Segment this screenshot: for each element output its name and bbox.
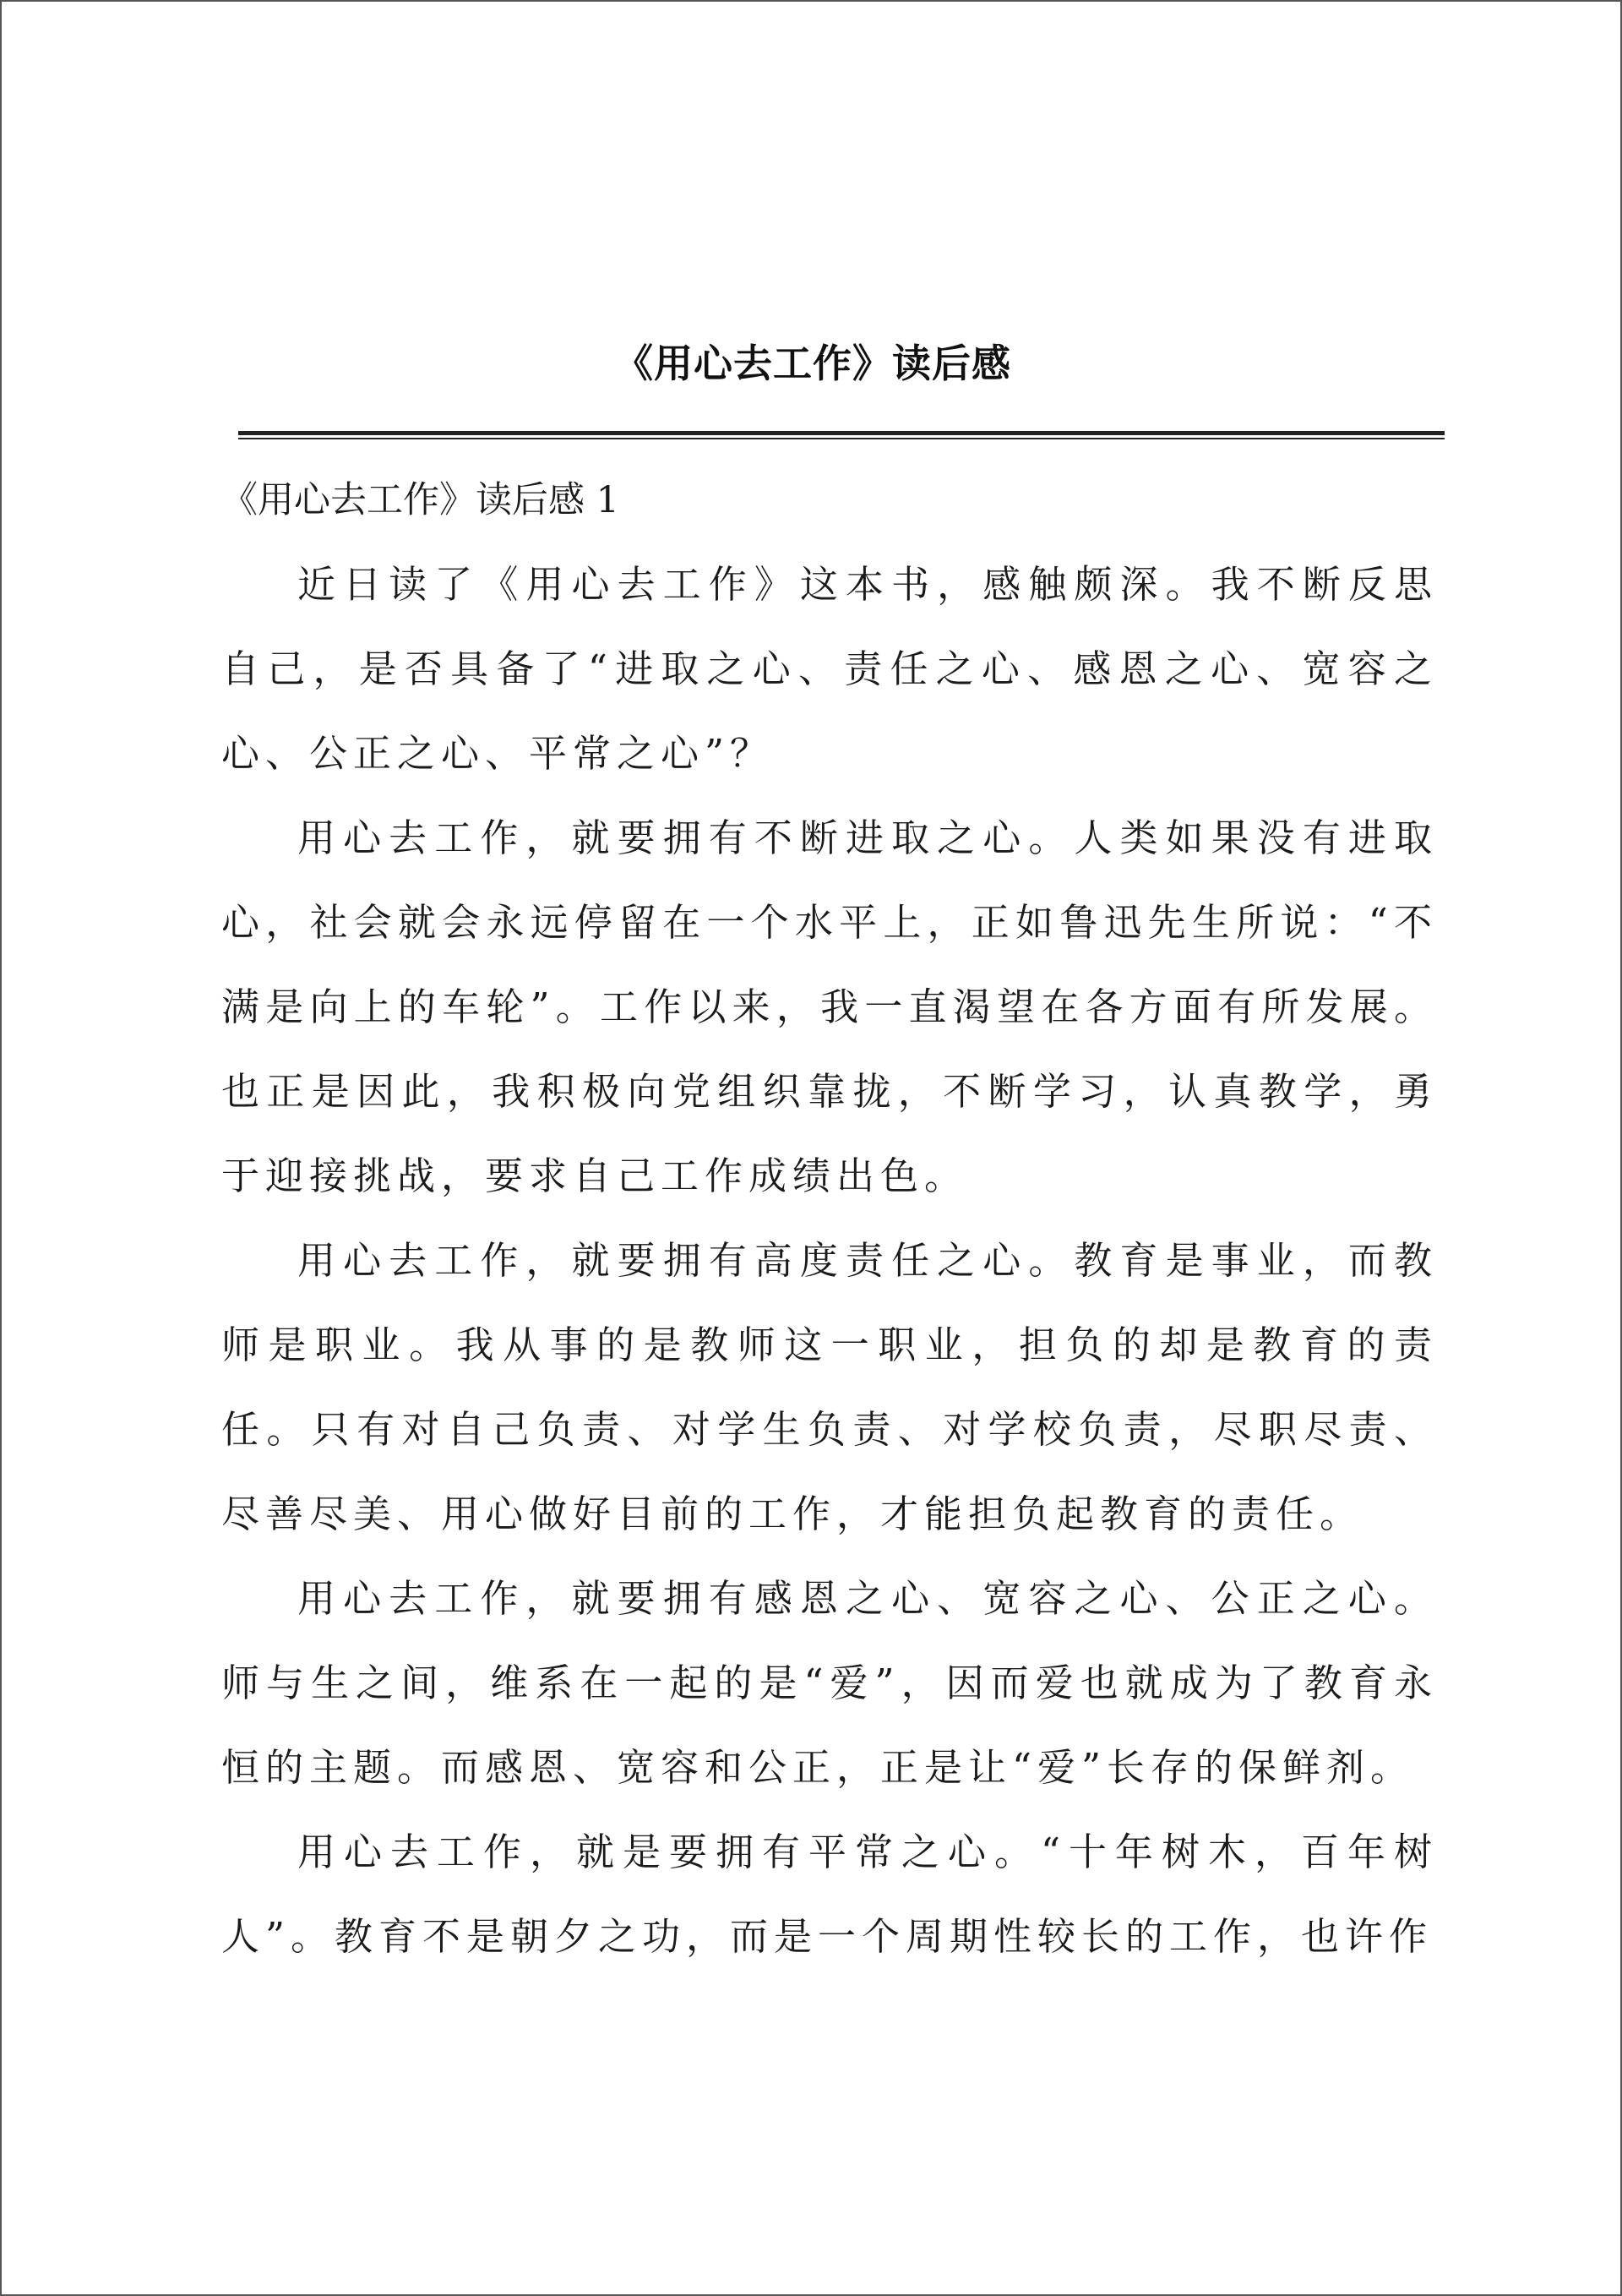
title-divider-thin	[238, 438, 1445, 439]
document-body	[221, 458, 1438, 1979]
document-title: 《用心去工作》读后感	[614, 341, 1011, 386]
paragraph-1: 近日读了《用心去工作》这本书，感触颇深。我不断反思自己，是否具备了“进取之心、责任之心、感恩之心、宽容之心、公正之心、平常之心”？	[221, 562, 1438, 776]
paragraph-5: 用心去工作，就是要拥有平常之心。“十年树木，百年树人”。教育不是朝夕之功，而是一个周期性较长的工作，也许作	[221, 1830, 1438, 1959]
paragraph-4: 用心去工作，就要拥有感恩之心、宽容之心、公正之心。师与生之间，维系在一起的是“爱”，因而爱也就成为了教育永恒的主题。而感恩、宽容和公正，正是让“爱”长存的保鲜剂。	[221, 1576, 1438, 1790]
section-heading: 《用心去工作》读后感 1	[221, 479, 620, 521]
title-divider-thick	[238, 431, 1445, 435]
paragraph-2: 用心去工作，就要拥有不断进取之心。人类如果没有进取心，社会就会永远停留在一个水平上，正如鲁迅先生所说：“不满是向上的车轮”。工作以来，我一直渴望在各方面有所发展。也正是因此，我积极向党组织靠拢，不断学习，认真教学，勇于迎接挑战，要求自己工作成绩出色。	[221, 815, 1438, 1198]
paragraph-3: 用心去工作，就要拥有高度责任之心。教育是事业，而教师是职业。我从事的是教师这一职业，担负的却是教育的责任。只有对自己负责、对学生负责、对学校负责，尽职尽责、尽善尽美、用心做好目前的工作，才能担负起教育的责任。	[221, 1238, 1438, 1536]
